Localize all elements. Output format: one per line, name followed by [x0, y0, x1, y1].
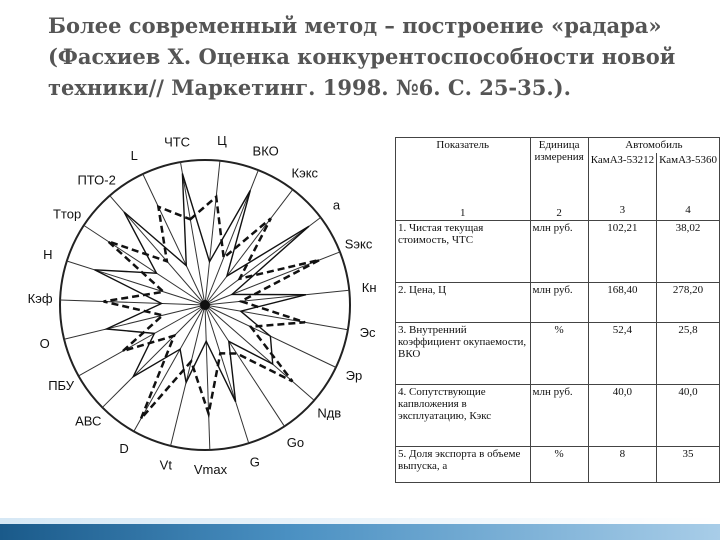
- radar-axis-label: О: [39, 335, 50, 351]
- table-row: [396, 323, 720, 385]
- row-value-1: 52,4: [588, 323, 656, 385]
- row-unit: %: [530, 323, 588, 385]
- row-name: 1. Чистая текущая стоимость, ЧТС: [396, 221, 531, 283]
- header-car1: [588, 153, 656, 221]
- header-indicator: [396, 138, 531, 221]
- header-unit-text: Единица измерения: [534, 139, 584, 163]
- radar-axis-label: Кэкс: [291, 165, 319, 181]
- row-value-1: 40,0: [588, 385, 656, 447]
- radar-center: [200, 300, 210, 310]
- header-indicator-text: Показатель: [436, 139, 490, 151]
- row-name: 4. Сопутствующие капвложения в эксплуатацию, Кэкс: [396, 385, 531, 447]
- radar-spoke: [205, 305, 249, 443]
- radar-spoke: [171, 305, 205, 446]
- row-unit: млн руб.: [530, 385, 588, 447]
- radar-axis-label: ВКО: [252, 143, 279, 159]
- row-value-1: 102,21: [588, 221, 656, 283]
- table-row: [396, 221, 720, 283]
- radar-axis-label: Go: [286, 435, 305, 451]
- row-value-2: 35: [657, 447, 720, 483]
- radar-axis-label: ПТО-2: [77, 172, 116, 188]
- radar-spoke: [143, 174, 205, 305]
- row-name: 5. Доля экспорта в объеме выпуска, а: [396, 447, 531, 483]
- radar-axis-label: G: [249, 454, 260, 470]
- slide-footer-band: [0, 524, 720, 540]
- row-unit: млн руб.: [530, 283, 588, 323]
- radar-spoke: [60, 300, 205, 305]
- col-num-2: 2: [556, 207, 562, 219]
- table-row: [396, 447, 720, 483]
- col-num-4: 4: [685, 203, 691, 216]
- row-unit: %: [530, 447, 588, 483]
- radar-axis-label: ПБУ: [48, 377, 75, 393]
- radar-axis-label: L: [130, 147, 138, 163]
- radar-axis-label: D: [119, 440, 129, 456]
- radar-spoke: [205, 290, 349, 305]
- radar-axis-label: АВС: [75, 413, 102, 429]
- radar-axis-label: Кэф: [27, 291, 53, 307]
- radar-axis-label: Кн: [361, 280, 377, 296]
- row-value-2: 25,8: [657, 323, 720, 385]
- radar-spoke: [102, 305, 205, 407]
- col-num-3: 3: [619, 203, 626, 216]
- header-unit: [530, 138, 588, 221]
- radar-spoke: [205, 161, 220, 305]
- row-value-1: 168,40: [588, 283, 656, 323]
- radar-axis-label: а: [332, 197, 341, 213]
- table-header-row: [396, 138, 720, 153]
- col-num-1: 1: [460, 207, 466, 219]
- radar-spoke: [64, 305, 205, 339]
- radar-spoke: [205, 305, 348, 330]
- row-value-1: 8: [588, 447, 656, 483]
- row-unit: млн руб.: [530, 221, 588, 283]
- specs-table: [395, 137, 720, 483]
- radar-axis-label: Эр: [345, 367, 363, 383]
- header-car2: [657, 153, 720, 221]
- header-car2-text: КамАЗ-5360: [659, 153, 717, 166]
- radar-axis-label: Н: [43, 246, 53, 262]
- row-value-2: 278,20: [657, 283, 720, 323]
- row-name: 2. Цена, Ц: [396, 283, 531, 323]
- radar-axis-label: Nдв: [317, 405, 342, 421]
- radar-axis-label: ЧТС: [164, 134, 191, 150]
- radar-chart: [0, 118, 395, 500]
- slide-title: Более современный метод – построение «радара» (Фасхиев Х. Оценка конкурентоспособности новой техники// Маркетинг. 1998. №6. С. 25-35.).: [48, 13, 676, 100]
- radar-axis-label: Vmax: [193, 461, 228, 477]
- row-value-2: 38,02: [657, 221, 720, 283]
- table-row: [396, 385, 720, 447]
- radar-axis-label: Ттор: [52, 206, 82, 222]
- header-car1-text: КамАЗ-53212: [590, 153, 655, 166]
- table-row: [396, 283, 720, 323]
- row-value-2: 40,0: [657, 385, 720, 447]
- radar-spoke: [205, 305, 210, 450]
- radar-axis-label: Sэкс: [344, 236, 373, 252]
- radar-axis-label: Эс: [359, 325, 376, 341]
- radar-axis-label: Ц: [217, 132, 227, 148]
- radar-axis-label: Vt: [159, 457, 172, 473]
- row-name: 3. Внутренний коэффициент окупаемости, ВКО: [396, 323, 531, 385]
- header-car-group: Автомобиль: [588, 138, 719, 153]
